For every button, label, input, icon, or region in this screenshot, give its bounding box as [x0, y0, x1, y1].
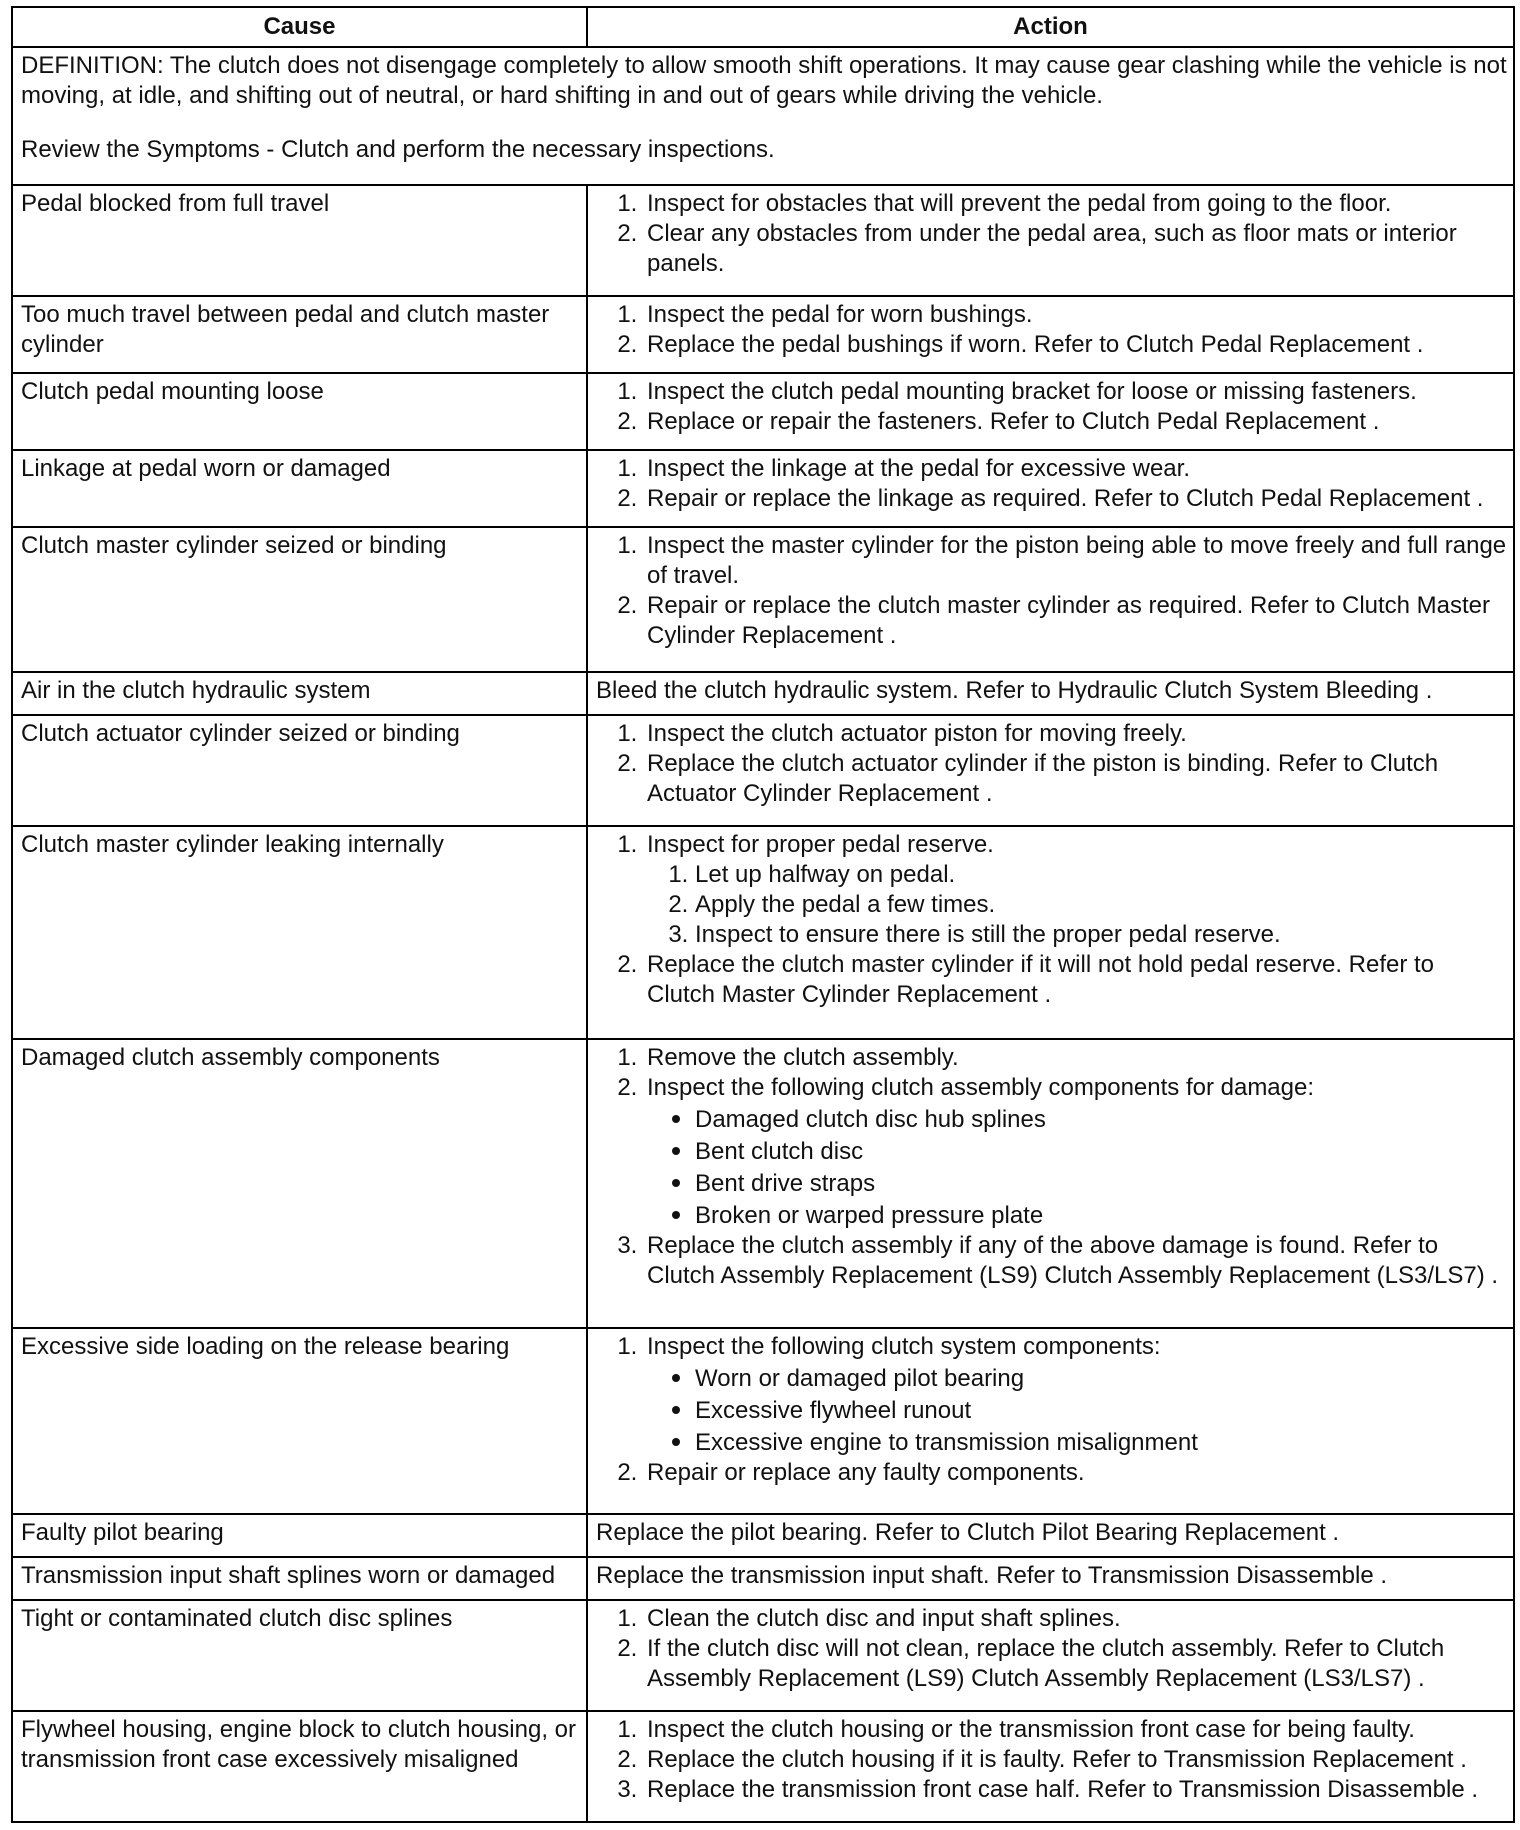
table-row — [12, 826, 1514, 1039]
table-row — [12, 527, 1514, 672]
cause-cell: Transmission input shaft splines worn or damaged — [12, 1557, 587, 1600]
action-cell — [587, 1711, 1514, 1822]
cause-cell: Flywheel housing, engine block to clutch housing, or transmission front case excessively misaligned — [12, 1711, 587, 1822]
action-step-text: Inspect for proper pedal reserve. — [647, 830, 994, 858]
action-cell — [587, 373, 1514, 450]
action-step — [644, 330, 1507, 360]
action-steps — [596, 300, 1507, 360]
action-step — [644, 300, 1507, 330]
action-substep: 3. Inspect to ensure there is still the proper pedal reserve. — [695, 920, 1507, 950]
action-step — [644, 454, 1507, 484]
action-step — [644, 749, 1507, 809]
action-substeps — [647, 860, 1507, 950]
table-row — [12, 1039, 1514, 1329]
action-step-text: Remove the clutch assembly. — [647, 1043, 959, 1071]
action-steps — [596, 1604, 1507, 1694]
action-bullet: • Damaged clutch disc hub splines — [695, 1103, 1507, 1135]
header-row — [12, 7, 1514, 47]
cause-cell: Too much travel between pedal and clutch master cylinder — [12, 296, 587, 373]
action-steps — [596, 377, 1507, 437]
action-step-text: Replace the clutch master cylinder if it will not hold pedal reserve. Refer to Clutch Master Cylinder Replacement . — [647, 950, 1435, 1008]
action-bullets — [647, 1103, 1507, 1231]
action-steps — [596, 1043, 1507, 1291]
action-step-text: Repair or replace the clutch master cylinder as required. Refer to Clutch Master Cylinder Replacement . — [647, 591, 1491, 649]
action-step-text: Inspect the following clutch assembly components for damage: — [647, 1073, 1315, 1101]
table-row — [12, 373, 1514, 450]
action-step-text: Inspect the linkage at the pedal for excessive wear. — [647, 454, 1190, 482]
action-cell — [587, 826, 1514, 1039]
cause-cell: Tight or contaminated clutch disc splines — [12, 1600, 587, 1711]
table-row — [12, 672, 1514, 715]
action-step — [644, 1073, 1507, 1231]
definition-row — [12, 47, 1514, 185]
diagnostic-table — [11, 6, 1515, 1823]
action-step-text: Replace or repair the fasteners. Refer to Clutch Pedal Replacement . — [647, 408, 1380, 435]
action-step-text: Clean the clutch disc and input shaft splines. — [647, 1605, 1121, 1633]
action-step-text: Replace the clutch actuator cylinder if the piston is binding. Refer to Clutch Actuator Cylinder Replacement . — [647, 749, 1439, 807]
action-cell: Replace the pilot bearing. Refer to Clutch Pilot Bearing Replacement . — [587, 1514, 1514, 1557]
action-step-text: Replace the clutch housing if it is faulty. Refer to Transmission Replacement . — [647, 1745, 1467, 1773]
action-step — [644, 1231, 1507, 1291]
action-step-text: Clear any obstacles from under the pedal area, such as floor mats or interior panels. — [647, 220, 1457, 278]
cause-cell: Faulty pilot bearing — [12, 1514, 587, 1557]
table-row — [12, 1514, 1514, 1557]
action-step-text: Repair or replace any faulty components. — [647, 1459, 1085, 1487]
header-action: Action — [587, 7, 1514, 47]
action-step — [644, 1775, 1507, 1805]
action-cell: Bleed the clutch hydraulic system. Refer to Hydraulic Clutch System Bleeding . — [587, 672, 1514, 715]
action-cell: Replace the transmission input shaft. Refer to Transmission Disassemble . — [587, 1557, 1514, 1600]
action-step-text: Inspect the master cylinder for the piston being able to move freely and full range of travel. — [647, 531, 1507, 589]
action-step — [644, 219, 1507, 279]
cause-cell: Excessive side loading on the release bearing — [12, 1328, 587, 1514]
action-step-text: If the clutch disc will not clean, replace the clutch assembly. Refer to Clutch Assembly Replacement (LS9) Clutch Assembly Replacement (LS3/LS7) . — [647, 1635, 1445, 1693]
action-step-text: Replace the transmission front case half. Refer to Transmission Disassemble . — [647, 1775, 1479, 1803]
cause-cell: Pedal blocked from full travel — [12, 185, 587, 296]
action-cell — [587, 1039, 1514, 1329]
action-cell — [587, 715, 1514, 826]
action-step — [644, 1715, 1507, 1745]
table-row — [12, 1600, 1514, 1711]
action-bullet: • Excessive engine to transmission misalignment — [695, 1426, 1507, 1458]
action-substep: 2. Apply the pedal a few times. — [695, 890, 1507, 920]
action-step-text: Repair or replace the linkage as required. Refer to Clutch Pedal Replacement . — [647, 484, 1484, 512]
action-steps — [596, 531, 1507, 651]
action-step-text: Inspect the following clutch system components: — [647, 1333, 1161, 1361]
action-substep: 1. Let up halfway on pedal. — [695, 860, 1507, 890]
action-bullet: • Bent drive straps — [695, 1167, 1507, 1199]
action-step — [644, 1332, 1507, 1458]
action-step — [644, 377, 1507, 407]
action-step — [644, 484, 1507, 514]
action-steps — [596, 830, 1507, 1010]
action-step-text: Inspect the clutch actuator piston for moving freely. — [647, 719, 1187, 747]
action-cell — [587, 1328, 1514, 1514]
action-steps — [596, 454, 1507, 514]
action-step — [644, 1458, 1507, 1488]
action-step — [644, 1745, 1507, 1775]
table-row — [12, 1328, 1514, 1514]
action-steps — [596, 1332, 1507, 1488]
header-cause: Cause — [12, 7, 587, 47]
action-bullet: • Worn or damaged pilot bearing — [695, 1362, 1507, 1394]
cause-cell: Clutch master cylinder leaking internally — [12, 826, 587, 1039]
action-step — [644, 189, 1507, 219]
action-cell — [587, 1600, 1514, 1711]
action-steps — [596, 1715, 1507, 1805]
action-bullet: • Bent clutch disc — [695, 1135, 1507, 1167]
action-step — [644, 1043, 1507, 1073]
table-row — [12, 1711, 1514, 1822]
action-steps — [596, 719, 1507, 809]
definition-cell — [12, 47, 1514, 185]
action-step-text: Replace the pedal bushings if worn. Refer to Clutch Pedal Replacement . — [647, 331, 1424, 359]
action-step-text: Replace the clutch assembly if any of the above damage is found. Refer to Clutch Assembly Replacement (LS9) Clutch Assembly Replacement (LS3/LS7) . — [647, 1231, 1499, 1289]
action-step-text: Inspect the pedal for worn bushings. — [647, 301, 1033, 329]
action-bullets — [647, 1362, 1507, 1458]
cause-cell: Clutch master cylinder seized or binding — [12, 527, 587, 672]
cause-cell: Damaged clutch assembly components — [12, 1039, 587, 1329]
table-row — [12, 450, 1514, 527]
action-cell — [587, 296, 1514, 373]
action-bullet: • Broken or warped pressure plate — [695, 1199, 1507, 1231]
action-step — [644, 719, 1507, 749]
cause-cell: Linkage at pedal worn or damaged — [12, 450, 587, 527]
action-step — [644, 591, 1507, 651]
action-step-text: Inspect for obstacles that will prevent the pedal from going to the floor. — [647, 190, 1392, 218]
action-step — [644, 1634, 1507, 1694]
table-row — [12, 296, 1514, 373]
action-step-text: Inspect the clutch pedal mounting bracket for loose or missing fasteners. — [647, 378, 1417, 405]
table-row — [12, 1557, 1514, 1600]
action-step — [644, 531, 1507, 591]
action-step — [644, 1604, 1507, 1634]
action-cell — [587, 185, 1514, 296]
action-steps — [596, 189, 1507, 279]
definition-text: DEFINITION: The clutch does not disengage completely to allow smooth shift operations. It may cause gear clashing while the vehicle is not moving, at idle, and shifting out of neutral, or hard shifting in and out of gears while driving the vehicle. — [21, 52, 1507, 109]
review-text: Review the Symptoms - Clutch and perform the necessary inspections. — [21, 136, 775, 163]
table-row — [12, 715, 1514, 826]
action-step — [644, 407, 1507, 437]
cause-cell: Clutch actuator cylinder seized or binding — [12, 715, 587, 826]
cause-cell: Clutch pedal mounting loose — [12, 373, 587, 450]
action-bullet: • Excessive flywheel runout — [695, 1394, 1507, 1426]
action-step — [644, 830, 1507, 950]
cause-cell: Air in the clutch hydraulic system — [12, 672, 587, 715]
action-step-text: Inspect the clutch housing or the transmission front case for being faulty. — [647, 1715, 1415, 1743]
action-cell — [587, 450, 1514, 527]
action-step — [644, 950, 1507, 1010]
table-row — [12, 185, 1514, 296]
action-cell — [587, 527, 1514, 672]
